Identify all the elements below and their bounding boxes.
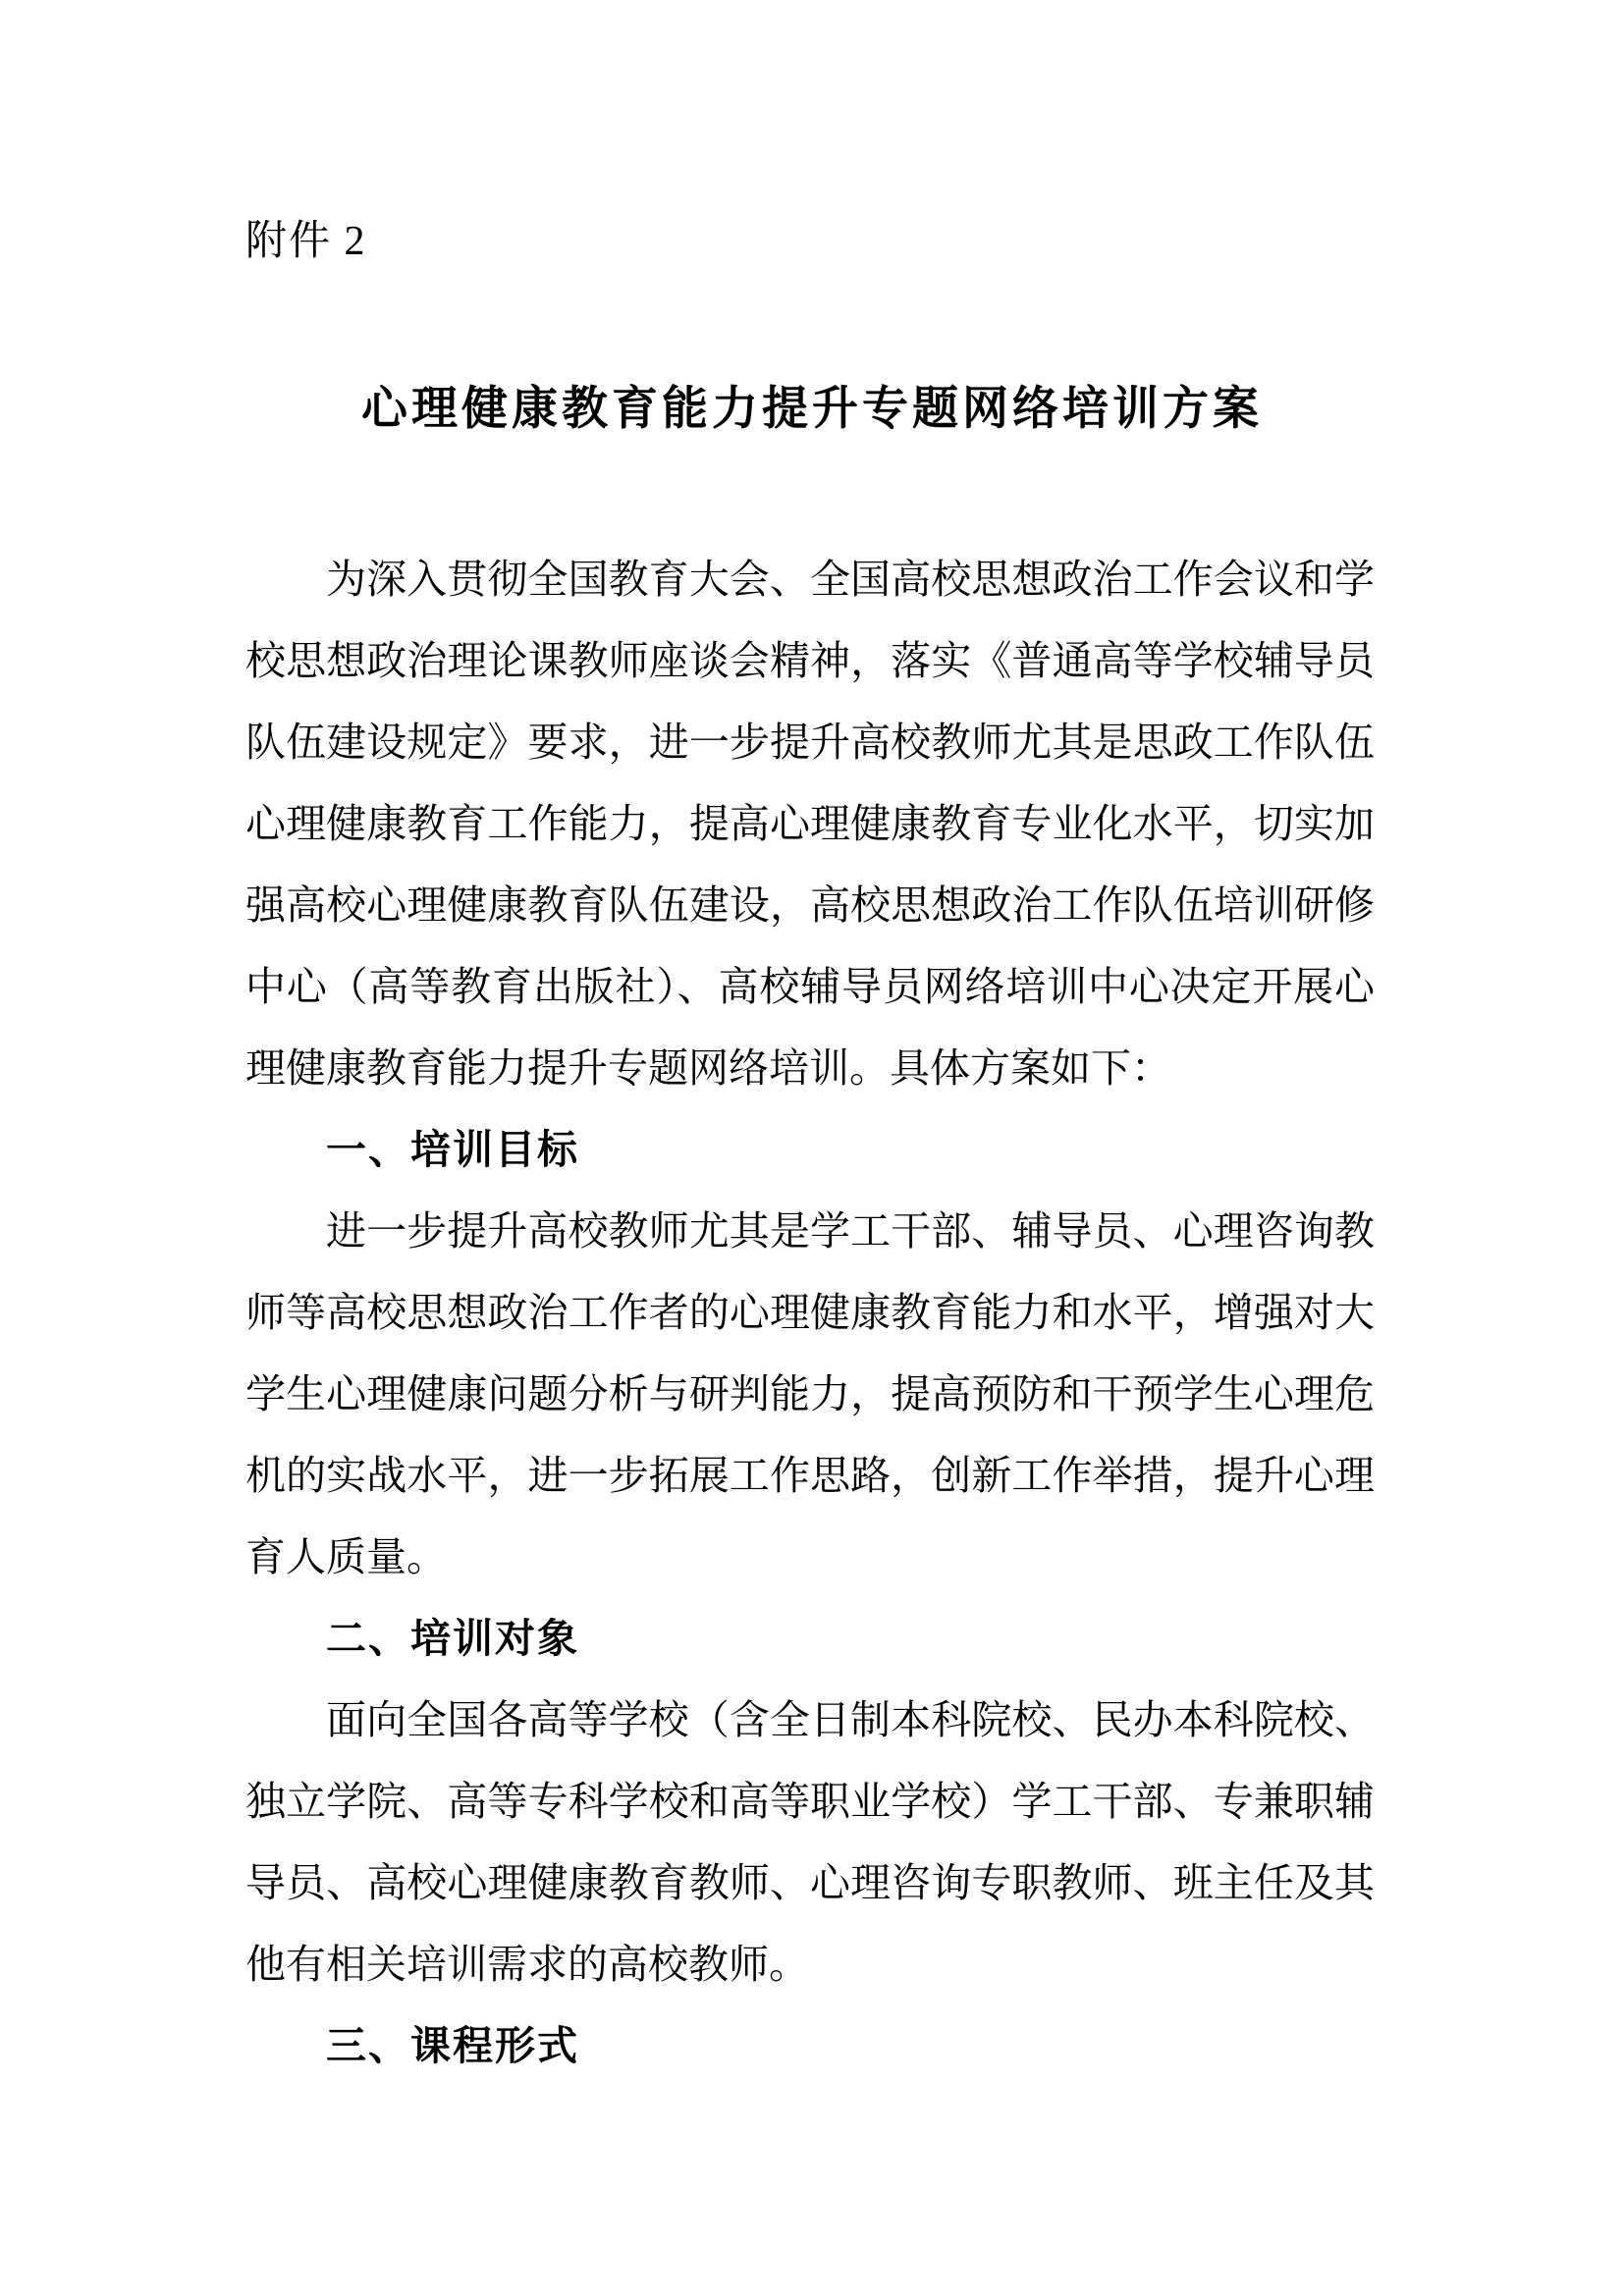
document-body [245, 539, 1375, 2087]
section-heading-1: 一、培训目标 [326, 1127, 579, 1172]
document-line: 为深入贯彻全国教育大会、全国高校思想政治工作会议和学 [326, 557, 1375, 602]
document-line: 中心（高等教育出版社）、高校辅导员网络培训中心决定开展心 [245, 964, 1375, 1009]
section-heading-2: 二、培训对象 [326, 1616, 579, 1661]
document-line: 他有相关培训需求的高校教师。 [245, 1942, 809, 1987]
document-line: 师等高校思想政治工作者的心理健康教育能力和水平，增强对大 [245, 1290, 1375, 1335]
document-line: 进一步提升高校教师尤其是学工干部、辅导员、心理咨询教 [326, 1208, 1375, 1254]
document-line: 机的实战水平，进一步拓展工作思路，创新工作举措，提升心理 [245, 1453, 1375, 1498]
document-line: 独立学院、高等专科学校和高等职业学校）学工干部、专兼职辅 [245, 1779, 1375, 1824]
document-line: 面向全国各高等学校（含全日制本科院校、民办本科院校、 [326, 1697, 1375, 1742]
document-line: 校思想政治理论课教师座谈会精神，落实《普通高等学校辅导员 [245, 638, 1375, 683]
attachment-label: 附件 2 [245, 219, 367, 264]
document-title: 心理健康教育能力提升专题网络培训方案 [361, 384, 1263, 435]
document-line: 导员、高校心理健康教育教师、心理咨询专职教师、班主任及其 [245, 1860, 1375, 1905]
section-heading-3: 三、课程形式 [326, 2023, 579, 2068]
document-line: 理健康教育能力提升专题网络培训。具体方案如下： [245, 1045, 1171, 1091]
document-line: 育人质量。 [245, 1534, 447, 1579]
document-line: 队伍建设规定》要求，进一步提升高校教师尤其是思政工作队伍 [245, 720, 1375, 765]
document-line: 强高校心理健康教育队伍建设，高校思想政治工作队伍培训研修 [245, 882, 1375, 928]
document-line: 学生心理健康问题分析与研判能力，提高预防和干预学生心理危 [245, 1371, 1375, 1416]
document-line: 心理健康教育工作能力，提高心理健康教育专业化水平，切实加 [245, 801, 1375, 846]
